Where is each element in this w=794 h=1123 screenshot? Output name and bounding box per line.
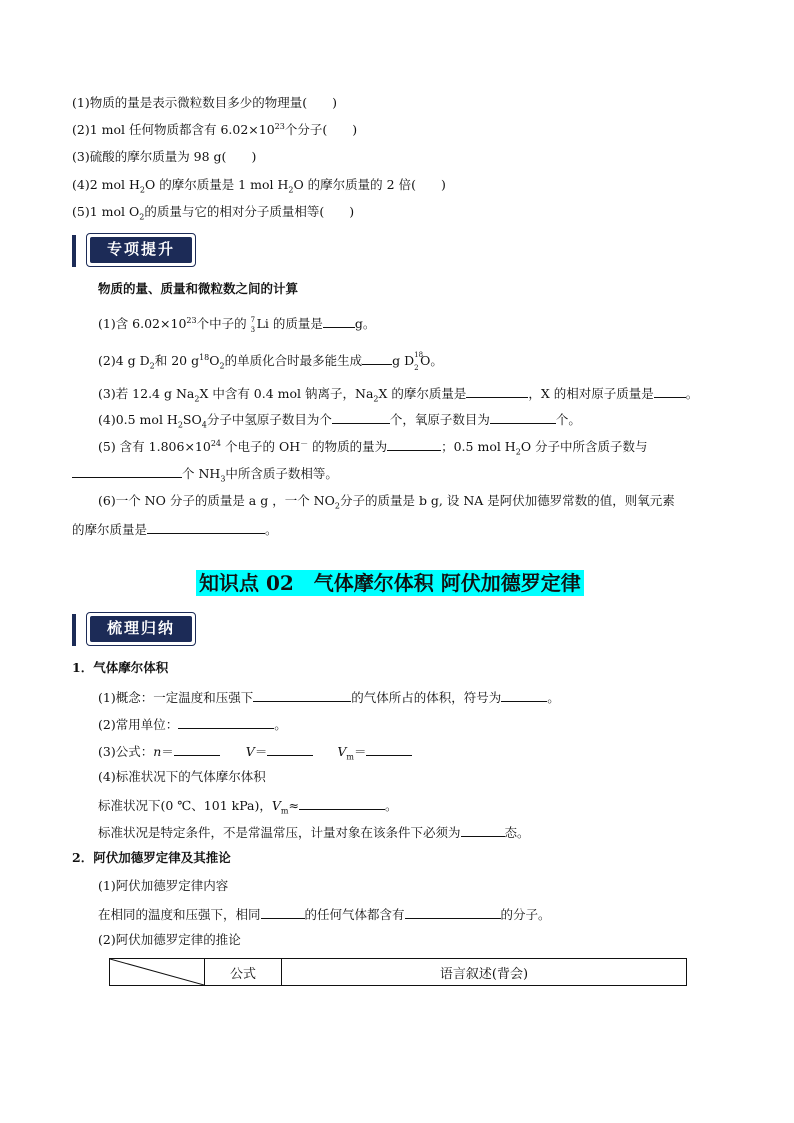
answer-blank[interactable] xyxy=(72,463,182,478)
judge-q4: (4)2 mol $H_2O$ 的摩尔质量是 1 mol $H_2O$ 的摩尔质量的 2 倍( ) xyxy=(72,177,446,195)
answer-blank[interactable] xyxy=(178,714,274,729)
judge-q5: (5)1 mol $O_2$的质量与它的相对分子质量相等( ) xyxy=(72,204,355,222)
answer-blank[interactable] xyxy=(654,383,686,398)
summary-a1: (1)阿伏加德罗定律内容 xyxy=(98,878,229,893)
summary-s5: 标准状况下(0 ℃、101 kPa)，$V_m\approx$ 。 xyxy=(98,795,398,815)
table-header-description: 语言叙述(背会) xyxy=(282,959,687,986)
badge-bar xyxy=(72,235,76,267)
answer-blank[interactable] xyxy=(490,409,556,424)
special-p1: (1)含 $6.02\times 10^{23}$个中子的 7 3 Li 的质量是 g。 xyxy=(98,313,375,333)
table-header-formula: 公式 xyxy=(205,959,282,986)
summary-a2: 在相同的温度和压强下，相同 的任何气体都含有 的分子。 xyxy=(98,904,551,924)
summary-s6: 标准状况是特定条件，不是常温常压，计量对象在该条件下必须为 态。 xyxy=(98,822,530,842)
summary-s1: (1)概念：一定温度和压强下 的气体所占的体积，符号为 。 xyxy=(98,687,560,707)
badge-bar xyxy=(72,614,76,646)
judge-q3: (3)硫酸的摩尔质量为 98 g( ) xyxy=(72,149,257,164)
answer-blank[interactable] xyxy=(362,350,392,365)
answer-blank[interactable] xyxy=(405,904,501,919)
answer-blank[interactable] xyxy=(267,741,313,756)
section-badge-special xyxy=(72,233,198,269)
answer-blank[interactable] xyxy=(147,519,265,534)
knowledge-point-title: 知识点 02 气体摩尔体积 阿伏加德罗定律 xyxy=(196,570,584,596)
answer-blank[interactable] xyxy=(323,313,355,328)
answer-blank[interactable] xyxy=(466,383,528,398)
special-p6-line1: (6)一个 NO 分子的质量是 a g ，一个 $NO_2$分子的质量是 b g, 设 NA 是阿伏加德罗常数的值，则氧元素 xyxy=(98,493,675,511)
summary-s4: (4)标准状况下的气体摩尔体积 xyxy=(98,769,266,784)
special-p6-line2: 的摩尔质量是 。 xyxy=(72,519,278,539)
diagonal-header-cell xyxy=(110,959,205,986)
diagonal-line xyxy=(110,959,204,985)
judge-q1: (1)物质的量是表示微粒数目多少的物理量( ) xyxy=(72,95,337,110)
answer-blank[interactable] xyxy=(261,904,305,919)
badge-label: 专项提升 xyxy=(90,237,192,263)
special-heading: 物质的量、质量和微粒数之间的计算 xyxy=(98,281,299,296)
section-badge-summary xyxy=(72,612,198,648)
special-p4: (4)0.5 mol $H_2SO_4$分子中氢原子数目为个 个，氧原子数目为 个。 xyxy=(98,409,581,429)
summary-heading-1: 1．气体摩尔体积 xyxy=(72,660,169,675)
summary-s2: (2)常用单位： 。 xyxy=(98,714,287,734)
table-row xyxy=(110,959,687,986)
answer-blank[interactable] xyxy=(174,741,220,756)
summary-heading-2: 2．阿伏加德罗定律及其推论 xyxy=(72,850,231,865)
answer-blank[interactable] xyxy=(366,741,412,756)
answer-blank[interactable] xyxy=(299,795,385,810)
special-p3: (3)若 12.4 g $Na_2X$ 中含有 0.4 mol 钠离子，$Na_2X$ 的摩尔质量是 ，X 的相对原子质量是 。 xyxy=(98,383,698,403)
badge-pill xyxy=(86,612,196,646)
answer-blank[interactable] xyxy=(387,436,441,451)
answer-blank[interactable] xyxy=(332,409,390,424)
special-p5-line2: 个 $NH_3$中所含质子数相等。 xyxy=(72,463,338,483)
summary-s3: (3)公式：$n= V= V_m=$ xyxy=(98,741,412,761)
answer-blank[interactable] xyxy=(461,822,505,837)
special-p5-line1: (5) 含有 $1.806\times 10^{24}$ 个电子的 OH－ 的物质的量为 ；0.5 mol $H_2O$ 分子中所含质子数与 xyxy=(98,436,648,456)
answer-blank[interactable] xyxy=(253,687,351,702)
avogadro-inference-table xyxy=(109,958,687,986)
answer-blank[interactable] xyxy=(501,687,547,702)
special-p2: (2)4 g $D_2$和 20 $g^{18}O_2$的单质化合时最多能生成 g D 18 2 O。 xyxy=(98,351,443,372)
badge-label: 梳理归纳 xyxy=(90,616,192,642)
badge-pill xyxy=(86,233,196,267)
judge-q2: (2)1 mol 任何物质都含有 $6.02\times 10^{23}$个分子( ) xyxy=(72,121,358,137)
summary-a3: (2)阿伏加德罗定律的推论 xyxy=(98,932,241,947)
